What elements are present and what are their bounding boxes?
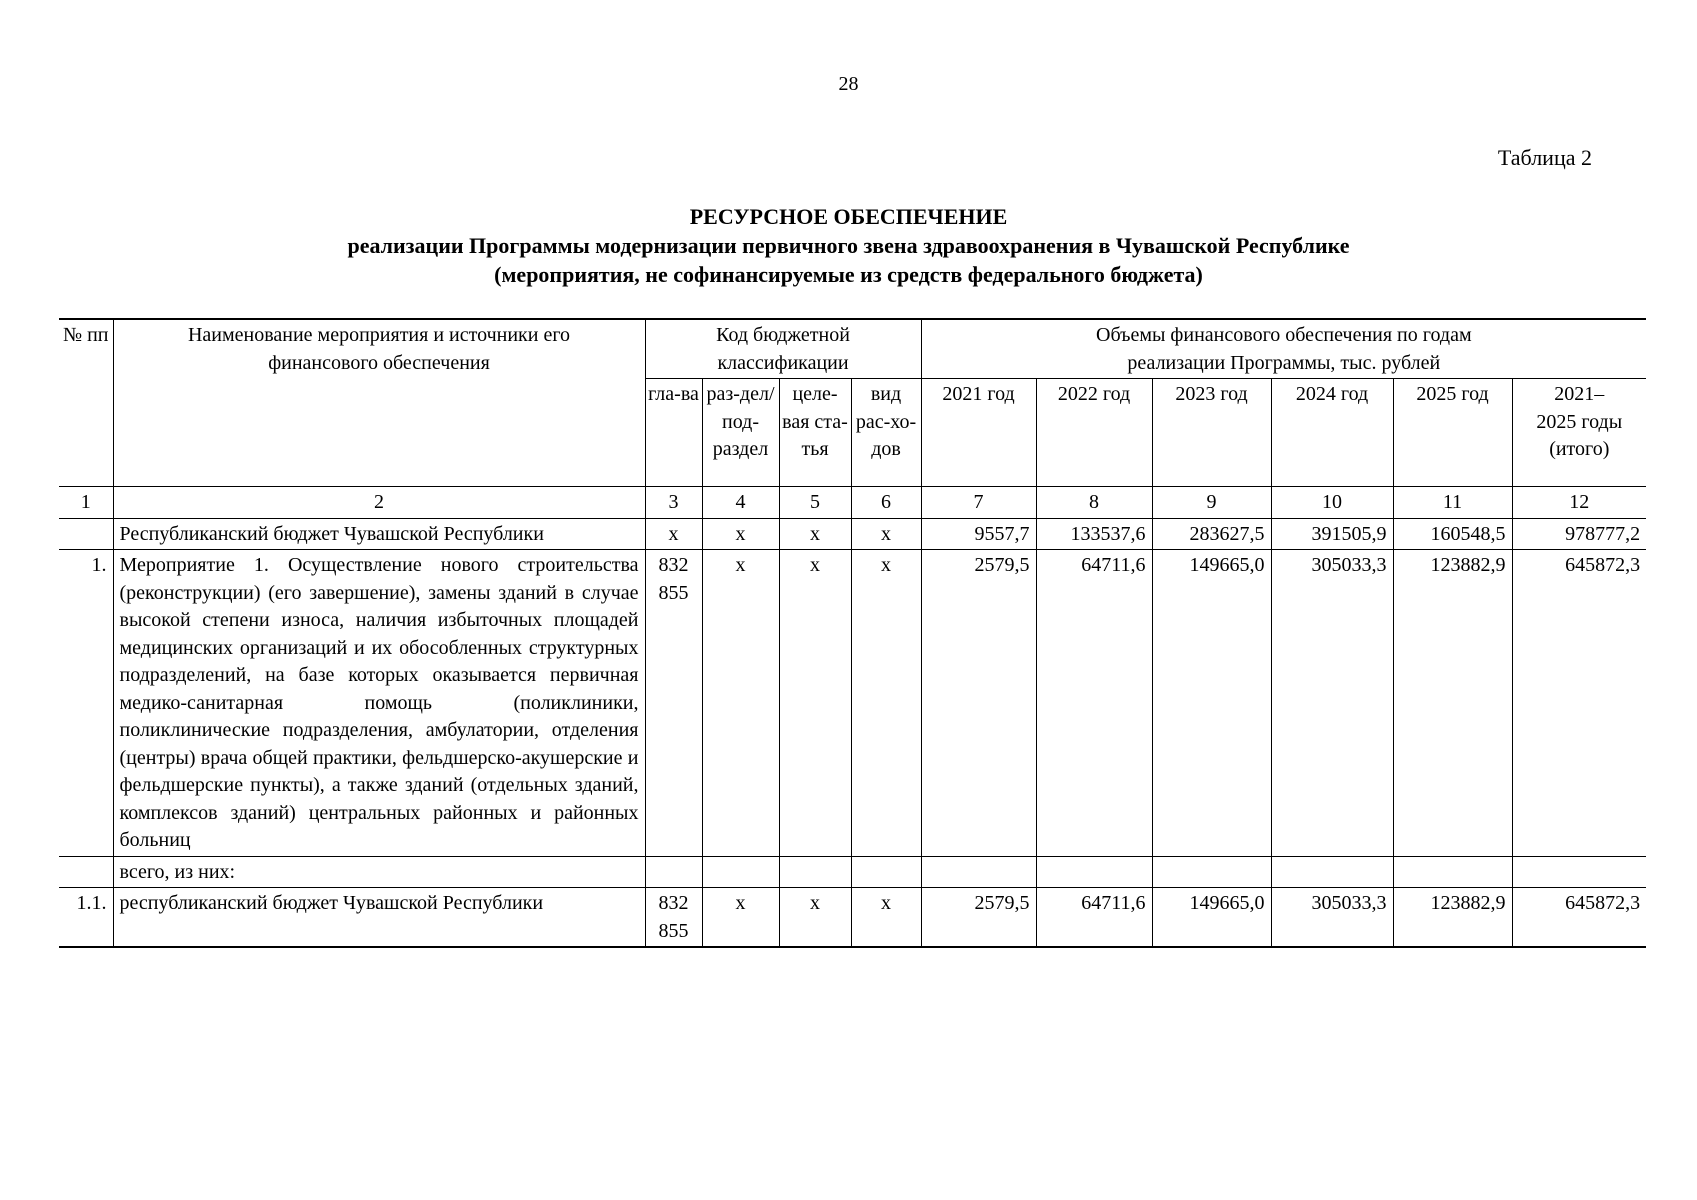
column-number: 8 — [1036, 487, 1152, 519]
column-number: 4 — [702, 487, 779, 519]
row-2022 — [1036, 856, 1152, 888]
row-2024: 305033,3 — [1271, 888, 1393, 948]
row-2021 — [921, 856, 1036, 888]
row-glava: x — [645, 518, 702, 550]
row-2025: 123882,9 — [1393, 550, 1512, 857]
column-number: 6 — [851, 487, 921, 519]
header-name: Наименование мероприятия и источники его финансового обеспечения — [113, 319, 645, 487]
table-row — [59, 856, 1646, 888]
row-num — [59, 856, 113, 888]
header-2025: 2025 год — [1393, 379, 1512, 487]
table-heading — [0, 202, 1697, 289]
header-code-group: Код бюджетной классификации — [645, 319, 921, 379]
row-2024: 391505,9 — [1271, 518, 1393, 550]
row-2021: 9557,7 — [921, 518, 1036, 550]
header-2021: 2021 год — [921, 379, 1036, 487]
row-name: республиканский бюджет Чувашской Республики — [113, 888, 645, 948]
row-name: Республиканский бюджет Чувашской Республики — [113, 518, 645, 550]
row-glava — [645, 856, 702, 888]
column-number: 7 — [921, 487, 1036, 519]
row-razdel — [702, 856, 779, 888]
header-statya: целе-вая ста-тья — [779, 379, 851, 487]
heading-subtitle: реализации Программы модернизации первичного звена здравоохранения в Чувашской Республике — [347, 233, 1350, 258]
header-row-1 — [59, 319, 1646, 379]
column-number: 10 — [1271, 487, 1393, 519]
row-2023 — [1152, 856, 1271, 888]
row-2025: 160548,5 — [1393, 518, 1512, 550]
row-vid: x — [851, 550, 921, 857]
row-2022: 133537,6 — [1036, 518, 1152, 550]
row-2021: 2579,5 — [921, 550, 1036, 857]
row-2025: 123882,9 — [1393, 888, 1512, 948]
row-2025 — [1393, 856, 1512, 888]
row-num: 1.1. — [59, 888, 113, 948]
row-2023: 149665,0 — [1152, 550, 1271, 857]
table-row — [59, 888, 1646, 948]
column-numbers-row — [59, 487, 1646, 519]
heading-note: (мероприятия, не софинансируемые из средств федерального бюджета) — [494, 262, 1203, 287]
row-razdel: x — [702, 888, 779, 948]
row-total: 645872,3 — [1512, 550, 1646, 857]
row-statya: x — [779, 888, 851, 948]
row-num: 1. — [59, 550, 113, 857]
header-2023: 2023 год — [1152, 379, 1271, 487]
row-2024 — [1271, 856, 1393, 888]
row-vid: x — [851, 518, 921, 550]
table-row — [59, 518, 1646, 550]
table-label: Таблица 2 — [1497, 145, 1592, 170]
column-number: 9 — [1152, 487, 1271, 519]
header-2024: 2024 год — [1271, 379, 1393, 487]
row-vid — [851, 856, 921, 888]
row-name: всего, из них: — [113, 856, 645, 888]
header-volume-group: Объемы финансового обеспечения по годам реализации Программы, тыс. рублей — [921, 319, 1646, 379]
header-vid: вид рас-хо-дов — [851, 379, 921, 487]
header-num: № пп — [59, 319, 113, 487]
resource-table — [59, 318, 1646, 948]
row-num — [59, 518, 113, 550]
page-number: 28 — [838, 73, 859, 95]
row-total: 645872,3 — [1512, 888, 1646, 948]
row-2023: 149665,0 — [1152, 888, 1271, 948]
row-total — [1512, 856, 1646, 888]
header-razdel: раз-дел/ под-раздел — [702, 379, 779, 487]
row-2023: 283627,5 — [1152, 518, 1271, 550]
row-razdel: x — [702, 550, 779, 857]
column-number: 3 — [645, 487, 702, 519]
column-number: 5 — [779, 487, 851, 519]
heading-title: РЕСУРСНОЕ ОБЕСПЕЧЕНИЕ — [689, 204, 1008, 229]
row-name: Мероприятие 1. Осуществление нового строительства (реконструкции) (его завершение), замены зданий в случае высокой степени износа, наличия избыточных площадей медицинских организаций и их обособленных структурных подразделений, на базе которых оказывается первичная медико-санитарная помощь (поликлиники, поликлинические подразделения, амбулатории, отделения (центры) врача общей практики, фельдшерско-акушерские и фельдшерские пункты), а также зданий (отдельных зданий, комплексов зданий) центральных районных и районных больниц — [113, 550, 645, 857]
table-row — [59, 550, 1646, 857]
row-2024: 305033,3 — [1271, 550, 1393, 857]
row-glava: 832 855 — [645, 550, 702, 857]
row-vid: x — [851, 888, 921, 948]
row-2022: 64711,6 — [1036, 550, 1152, 857]
column-number: 11 — [1393, 487, 1512, 519]
row-razdel: x — [702, 518, 779, 550]
header-glava: гла-ва — [645, 379, 702, 487]
column-number: 12 — [1512, 487, 1646, 519]
row-2022: 64711,6 — [1036, 888, 1152, 948]
row-statya: x — [779, 518, 851, 550]
row-2021: 2579,5 — [921, 888, 1036, 948]
header-total: 2021– 2025 годы (итого) — [1512, 379, 1646, 487]
row-statya: x — [779, 550, 851, 857]
row-glava: 832 855 — [645, 888, 702, 948]
row-statya — [779, 856, 851, 888]
column-number: 2 — [113, 487, 645, 519]
row-total: 978777,2 — [1512, 518, 1646, 550]
header-2022: 2022 год — [1036, 379, 1152, 487]
column-number: 1 — [59, 487, 113, 519]
